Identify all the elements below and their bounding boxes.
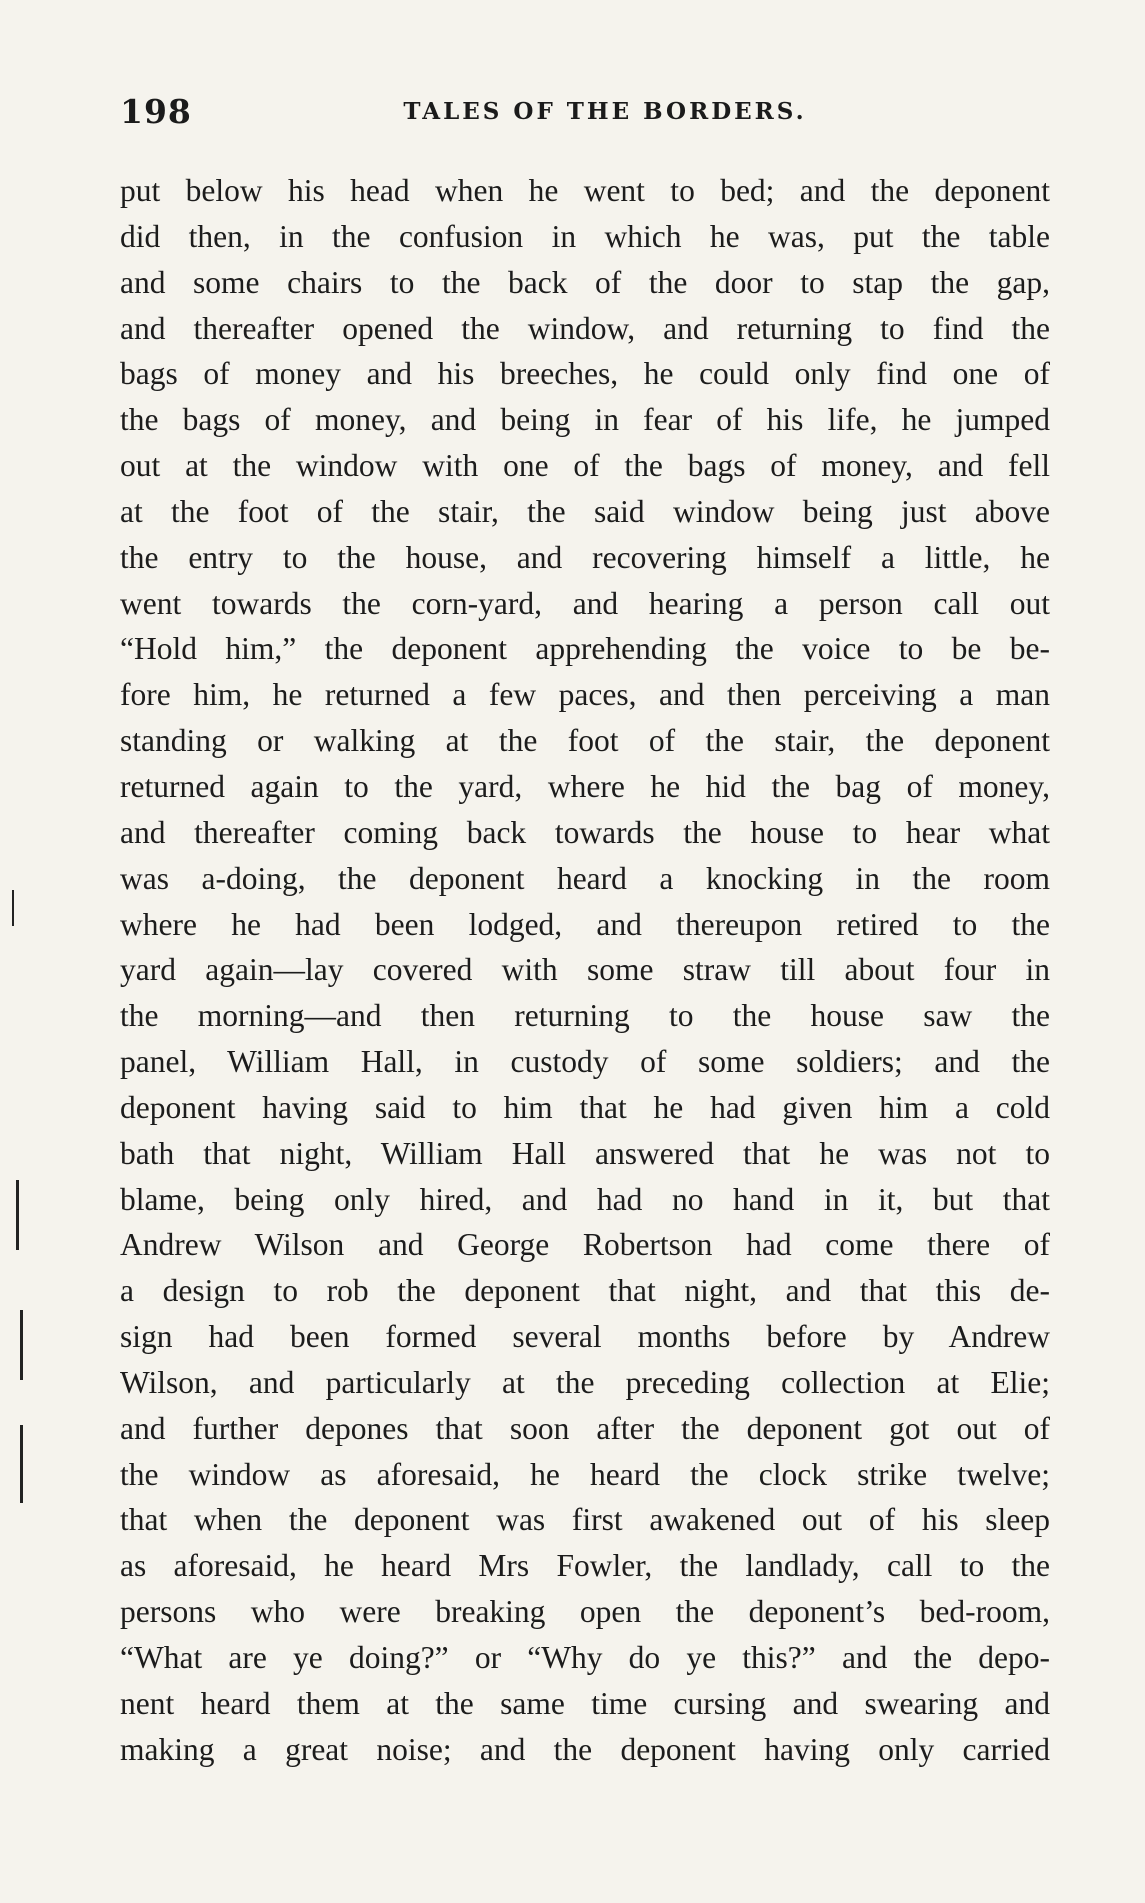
text-line: and thereafter opened the window, and returning to find the [120,310,1050,346]
text-line: panel, William Hall, in custody of some soldiers; and the [120,1044,1050,1080]
text-line: “Hold him,” the deponent apprehending the voice to be be- [120,631,1050,667]
text-line: a design to rob the deponent that night, and that this de- [120,1273,1050,1309]
text-line: sign had been formed several months before by Andrew [120,1319,1050,1355]
body-text [120,168,1050,1773]
text-line: did then, in the confusion in which he was, put the table [120,218,1050,254]
text-line: making a great noise; and the deponent having only carried [120,1731,1050,1767]
text-line: nent heard them at the same time cursing and swearing and [120,1685,1050,1721]
text-line: bags of money and his breeches, he could only find one of [120,356,1050,392]
text-line: went towards the corn-yard, and hearing a person call out [120,585,1050,621]
text-line: yard again—lay covered with some straw till about four in [120,952,1050,988]
scan-mark [16,1180,19,1250]
text-line: that when the deponent was first awakened out of his sleep [120,1502,1050,1538]
text-line: the bags of money, and being in fear of his life, he jumped [120,402,1050,438]
text-line: Wilson, and particularly at the preceding collection at Elie; [120,1364,1050,1400]
text-line: standing or walking at the foot of the stair, the deponent [120,723,1050,759]
text-line: was a-doing, the deponent heard a knocking in the room [120,860,1050,896]
text-line: and thereafter coming back towards the house to hear what [120,814,1050,850]
text-line: the window as aforesaid, he heard the clock strike twelve; [120,1456,1050,1492]
text-line: bath that night, William Hall answered that he was not to [120,1135,1050,1171]
text-line: and some chairs to the back of the door to stap the gap, [120,264,1050,300]
text-line: and further depones that soon after the deponent got out of [120,1410,1050,1446]
scan-mark [20,1310,23,1380]
text-line: fore him, he returned a few paces, and then perceiving a man [120,677,1050,713]
scan-mark [12,890,14,926]
text-line: returned again to the yard, where he hid the bag of money, [120,768,1050,804]
text-line: the entry to the house, and recovering himself a little, he [120,539,1050,575]
text-line: out at the window with one of the bags of money, and fell [120,448,1050,484]
text-line: “What are ye doing?” or “Why do ye this?” and the depo- [120,1640,1050,1675]
page-header [120,92,1050,132]
text-line: blame, being only hired, and had no hand in it, but that [120,1181,1050,1217]
scan-mark [20,1425,23,1503]
text-line: the morning—and then returning to the house saw the [120,998,1050,1034]
text-line: where he had been lodged, and thereupon retired to the [120,906,1050,942]
text-line: put below his head when he went to bed; and the deponent [120,173,1050,208]
text-line: as aforesaid, he heard Mrs Fowler, the landlady, call to the [120,1548,1050,1584]
running-title: TALES OF THE BORDERS. [403,98,807,125]
text-line: persons who were breaking open the deponent’s bed-room, [120,1594,1050,1630]
text-line: Andrew Wilson and George Robertson had come there of [120,1227,1050,1263]
text-line: deponent having said to him that he had given him a cold [120,1089,1050,1125]
text-line: at the foot of the stair, the said window being just above [120,493,1050,529]
page-number: 198 [120,92,192,131]
